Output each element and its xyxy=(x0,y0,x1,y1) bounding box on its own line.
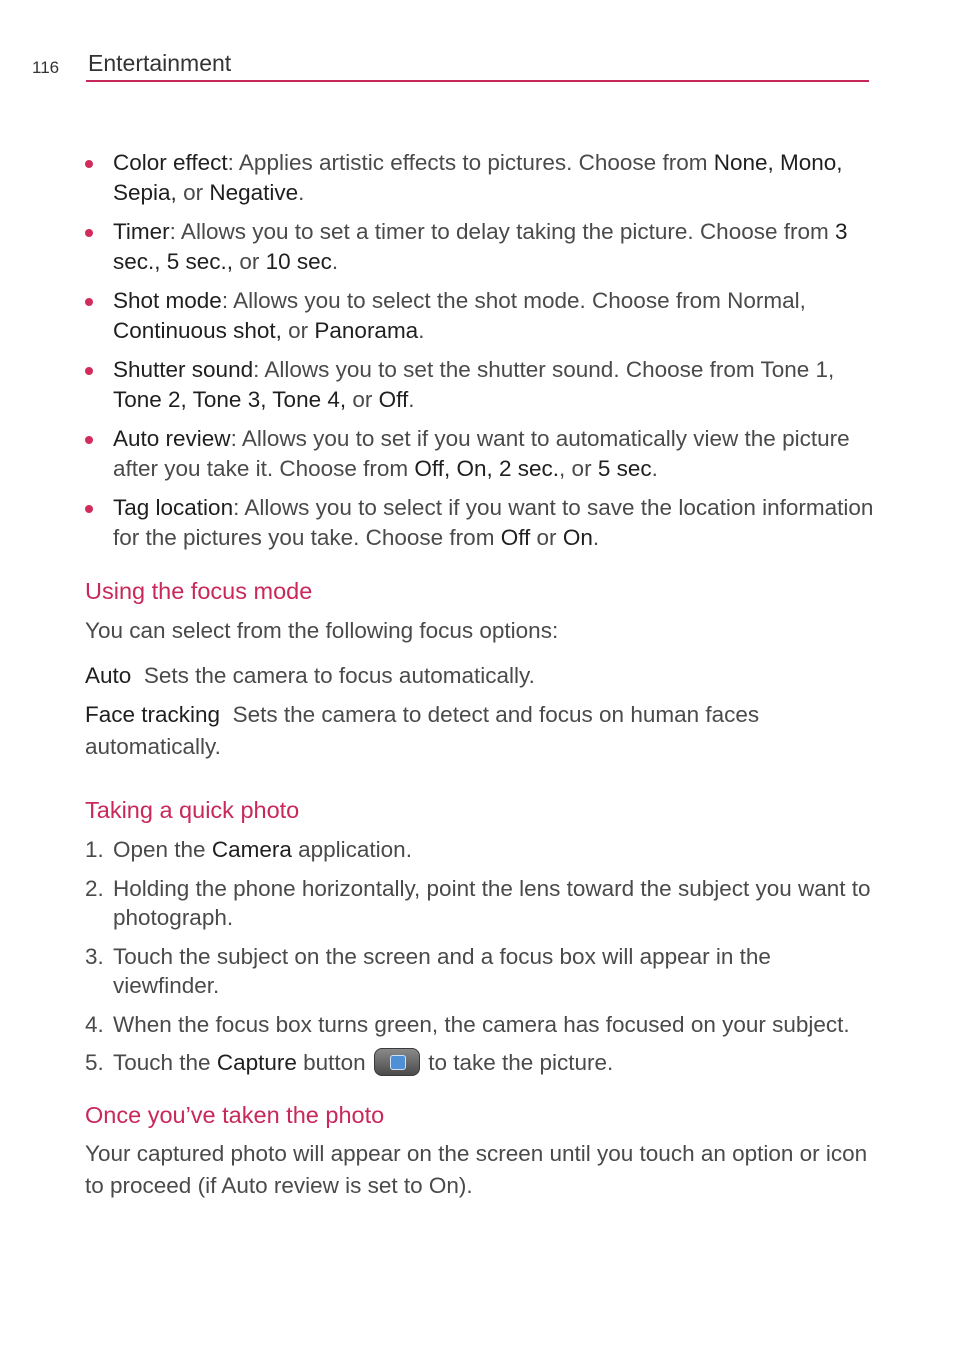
bullet-dot-icon xyxy=(85,367,93,375)
bullet-text: . xyxy=(592,524,600,550)
bullet-bold-text: Off xyxy=(500,524,531,550)
bullet-bold-text: 5 sec xyxy=(597,455,652,481)
step-item xyxy=(85,942,875,1001)
bullet-bold-text: Off xyxy=(378,386,409,412)
step-item xyxy=(85,835,875,865)
step-text: button xyxy=(296,1050,372,1075)
bullet-text: or xyxy=(233,248,266,274)
step-item xyxy=(85,1048,875,1078)
camera-settings-list xyxy=(85,148,875,552)
step-text: Open the xyxy=(113,837,212,862)
page-number: 116 xyxy=(32,58,60,77)
bullet-term: Shot mode xyxy=(113,288,222,313)
chapter-title: Entertainment xyxy=(88,50,232,76)
bullet-bold-text: On xyxy=(562,524,593,550)
focus-desc-auto: Sets the camera to focus automatically. xyxy=(143,662,535,688)
bullet-dot-icon xyxy=(85,160,93,168)
bullet-text: , or xyxy=(559,455,598,481)
bullet-bold-text: Off, On, 2 sec. xyxy=(414,455,560,481)
bullet-text: or xyxy=(176,179,210,205)
bullet-item xyxy=(85,217,875,276)
focus-term-face-tracking: Face tracking xyxy=(85,702,221,727)
section-heading-focus-mode: Using the focus mode xyxy=(85,578,313,604)
bullet-dot-icon xyxy=(85,298,93,306)
step-item xyxy=(85,1010,875,1040)
bullet-text: : Allows you to select the shot mode. Choose from Normal, xyxy=(221,288,806,313)
step-text: When the focus box turns green, the camera has focused on your subject. xyxy=(113,1011,850,1037)
bullet-text: . xyxy=(408,386,415,412)
bullet-bold-text: Negative xyxy=(209,179,299,205)
bullet-term: Timer xyxy=(113,219,170,244)
bullet-item xyxy=(85,424,875,483)
focus-option-auto xyxy=(85,661,875,691)
bullet-text: : Allows you to set a timer to delay taking the picture. Choose from xyxy=(169,219,835,244)
bullet-text: : Allows you to select if you want to save the location information for the pictures you take. Choose from xyxy=(113,495,874,550)
step-number: 3. xyxy=(85,943,104,969)
step-number: 1. xyxy=(85,837,104,862)
bullet-item xyxy=(85,493,875,552)
bullet-item xyxy=(85,148,875,207)
bullet-bold-text: 10 sec xyxy=(265,248,332,274)
step-text: Holding the phone horizontally, point the lens toward the subject you want to photograph. xyxy=(113,875,871,930)
bullet-text: : Allows you to set the shutter sound. Choose from Tone 1, xyxy=(253,357,835,382)
page-content xyxy=(85,148,875,1202)
bullet-text: or xyxy=(530,524,563,550)
once-taken-text: Your captured photo will appear on the screen until you touch an option or icon to proceed (if Auto review is set to On). xyxy=(85,1140,868,1198)
step-text: application. xyxy=(291,837,412,862)
step-bold-text: Capture xyxy=(216,1050,297,1075)
bullet-text: or xyxy=(281,317,315,343)
bullet-text: : Applies artistic effects to pictures. Choose from xyxy=(227,150,714,175)
bullet-dot-icon xyxy=(85,436,93,444)
step-number: 2. xyxy=(85,875,104,901)
section-heading-quick-photo: Taking a quick photo xyxy=(85,797,300,823)
bullet-dot-icon xyxy=(85,505,93,513)
step-number: 4. xyxy=(85,1011,104,1037)
step-text: to take the picture. xyxy=(421,1050,614,1075)
bullet-item xyxy=(85,355,875,414)
bullet-text: or xyxy=(346,386,379,412)
step-text: Touch the subject on the screen and a focus box will appear in the viewfinder. xyxy=(113,943,771,998)
bullet-bold-text: Tone 2, Tone 3, Tone 4, xyxy=(113,386,347,412)
camera-lens-icon xyxy=(390,1055,406,1070)
step-item xyxy=(85,874,875,933)
bullet-dot-icon xyxy=(85,229,93,237)
bullet-bold-text: Panorama xyxy=(314,317,419,343)
quick-photo-steps xyxy=(85,835,875,1078)
bullet-text: . xyxy=(418,317,425,343)
focus-desc-face-tracking: Sets the camera to detect and focus on human faces automatically. xyxy=(85,702,760,759)
bullet-text: . xyxy=(331,248,339,274)
section-heading-once-taken: Once you’ve taken the photo xyxy=(85,1101,385,1128)
bullet-bold-text: Continuous shot, xyxy=(113,317,282,343)
step-bold-text: Camera xyxy=(211,837,292,862)
bullet-bold-text: 3 sec., 5 sec., xyxy=(113,219,848,274)
camera-capture-icon xyxy=(374,1048,420,1076)
bullet-term: Shutter sound xyxy=(113,357,254,382)
bullet-text: . xyxy=(298,179,305,205)
focus-option-face-tracking xyxy=(85,699,875,763)
bullet-term: Tag location xyxy=(113,495,234,520)
step-number: 5. xyxy=(85,1050,104,1075)
focus-intro: You can select from the following focus options: xyxy=(85,618,559,643)
bullet-term: Color effect xyxy=(113,150,228,175)
header-rule xyxy=(86,80,869,82)
step-text: Touch the xyxy=(113,1050,217,1075)
bullet-text: : Allows you to set if you want to automatically view the picture after you take it. Choose from xyxy=(113,426,850,481)
bullet-item xyxy=(85,286,875,345)
focus-term-auto: Auto xyxy=(85,662,132,688)
bullet-text: . xyxy=(651,455,658,481)
bullet-term: Auto review xyxy=(113,426,231,451)
bullet-bold-text: None, Mono, Sepia, xyxy=(113,150,843,205)
